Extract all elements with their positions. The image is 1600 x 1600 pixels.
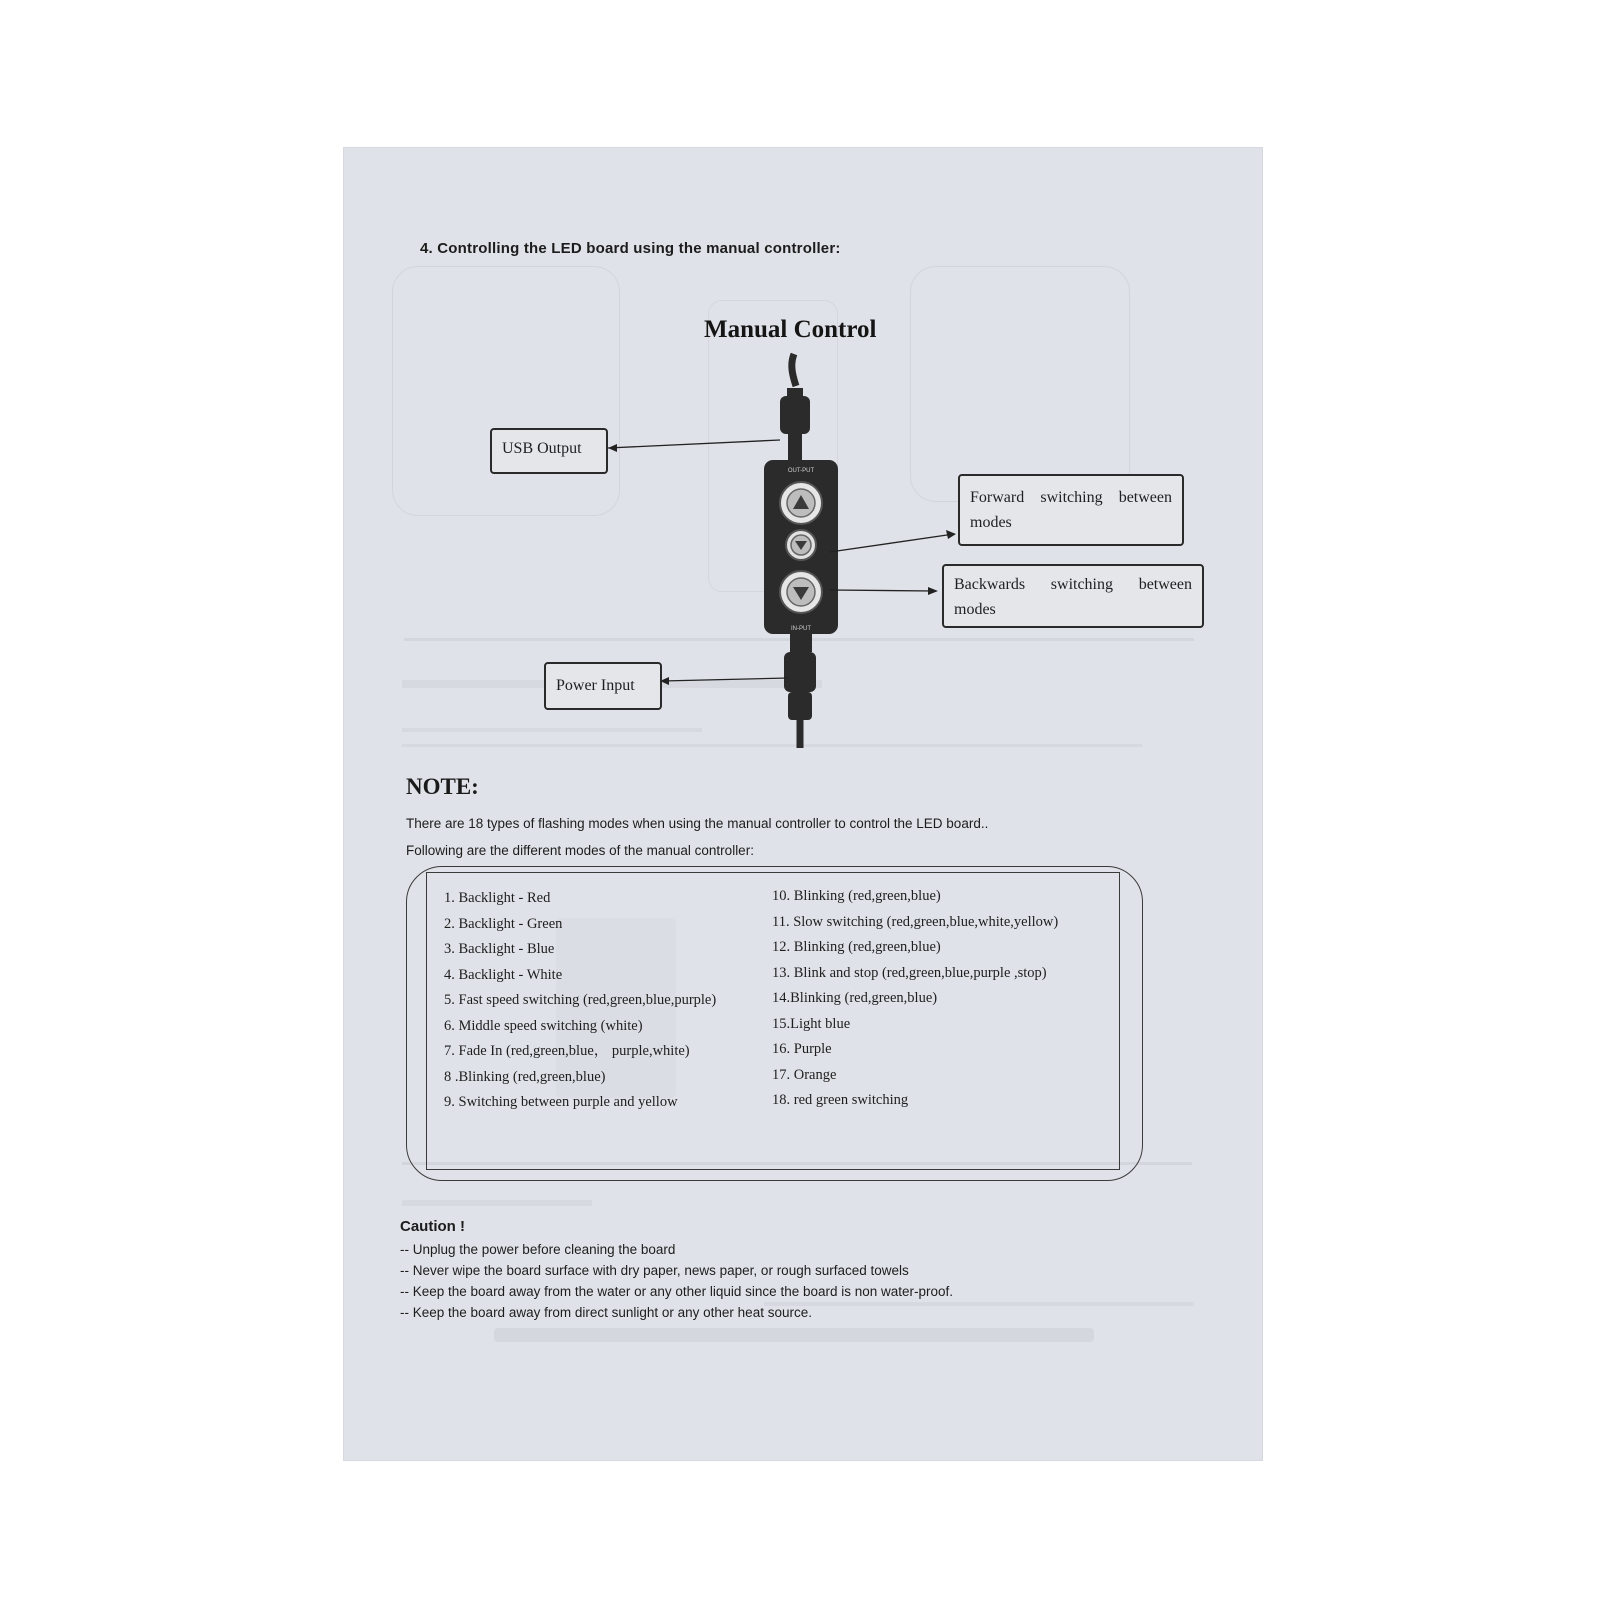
mode-item: 2. Backlight - Green <box>444 915 563 932</box>
bleed-through-title-bar <box>494 1328 1094 1342</box>
mode-item: 6. Middle speed switching (white) <box>444 1017 643 1034</box>
mode-item: 1. Backlight - Red <box>444 890 551 906</box>
mode-item: 4. Backlight - White <box>444 966 563 983</box>
modes-left-column <box>444 886 716 1116</box>
backwards-switching-callout: Backwards switching between modes <box>942 564 1204 628</box>
mode-item: 17. Orange <box>772 1066 837 1083</box>
caution-item: -- Never wipe the board surface with dry paper, news paper, or rough surfaced towels <box>400 1263 909 1278</box>
mode-item: 13. Blink and stop (red,green,blue,purple ,stop) <box>772 964 1047 981</box>
diagram-title: Manual Control <box>704 316 877 343</box>
caution-item: -- Keep the board away from the water or any other liquid since the board is non water-proof. <box>400 1284 954 1299</box>
mode-item: 5. Fast speed switching (red,green,blue,purple) <box>444 992 717 1008</box>
note-heading: NOTE: <box>406 774 479 799</box>
bleed-through-line-g <box>764 1302 1194 1306</box>
mode-item: 18. red green switching <box>772 1092 909 1108</box>
power-input-callout: Power Input <box>544 662 662 710</box>
forward-switching-callout: Forward switching between modes <box>958 474 1184 546</box>
mode-item: 3. Backlight - Blue <box>444 941 555 957</box>
controller-diagram <box>344 148 1262 768</box>
note-line-2: Following are the different modes of the manual controller: <box>406 843 754 858</box>
document-page <box>344 148 1262 1460</box>
mode-item: 10. Blinking (red,green,blue) <box>772 888 941 904</box>
mode-item: 9. Switching between purple and yellow <box>444 1094 678 1110</box>
mode-item: 12. Blinking (red,green,blue) <box>772 939 941 955</box>
mode-item: 14.Blinking (red,green,blue) <box>772 990 938 1006</box>
section-heading: 4. Controlling the LED board using the manual controller: <box>420 240 841 257</box>
usb-output-callout: USB Output <box>490 428 608 474</box>
mode-item: 16. Purple <box>772 1041 832 1057</box>
mode-item: 11. Slow switching (red,green,blue,white,yellow) <box>772 913 1059 930</box>
mode-item: 7. Fade In (red,green,blue， purple,white) <box>444 1043 690 1059</box>
note-line-1: There are 18 types of flashing modes when using the manual controller to control the LED board.. <box>406 816 989 831</box>
mode-item: 8 .Blinking (red,green,blue) <box>444 1068 606 1085</box>
modes-right-column <box>772 884 1058 1114</box>
bleed-through-line-f <box>402 1200 592 1206</box>
device-bottom-label: IN-PUT <box>791 626 811 632</box>
caution-item: -- Keep the board away from direct sunlight or any other heat source. <box>400 1305 812 1320</box>
caution-item: -- Unplug the power before cleaning the board <box>400 1242 676 1257</box>
device-top-label: OUT-PUT <box>787 468 815 474</box>
mode-item: 15.Light blue <box>772 1015 851 1032</box>
caution-heading: Caution ! <box>400 1218 465 1235</box>
